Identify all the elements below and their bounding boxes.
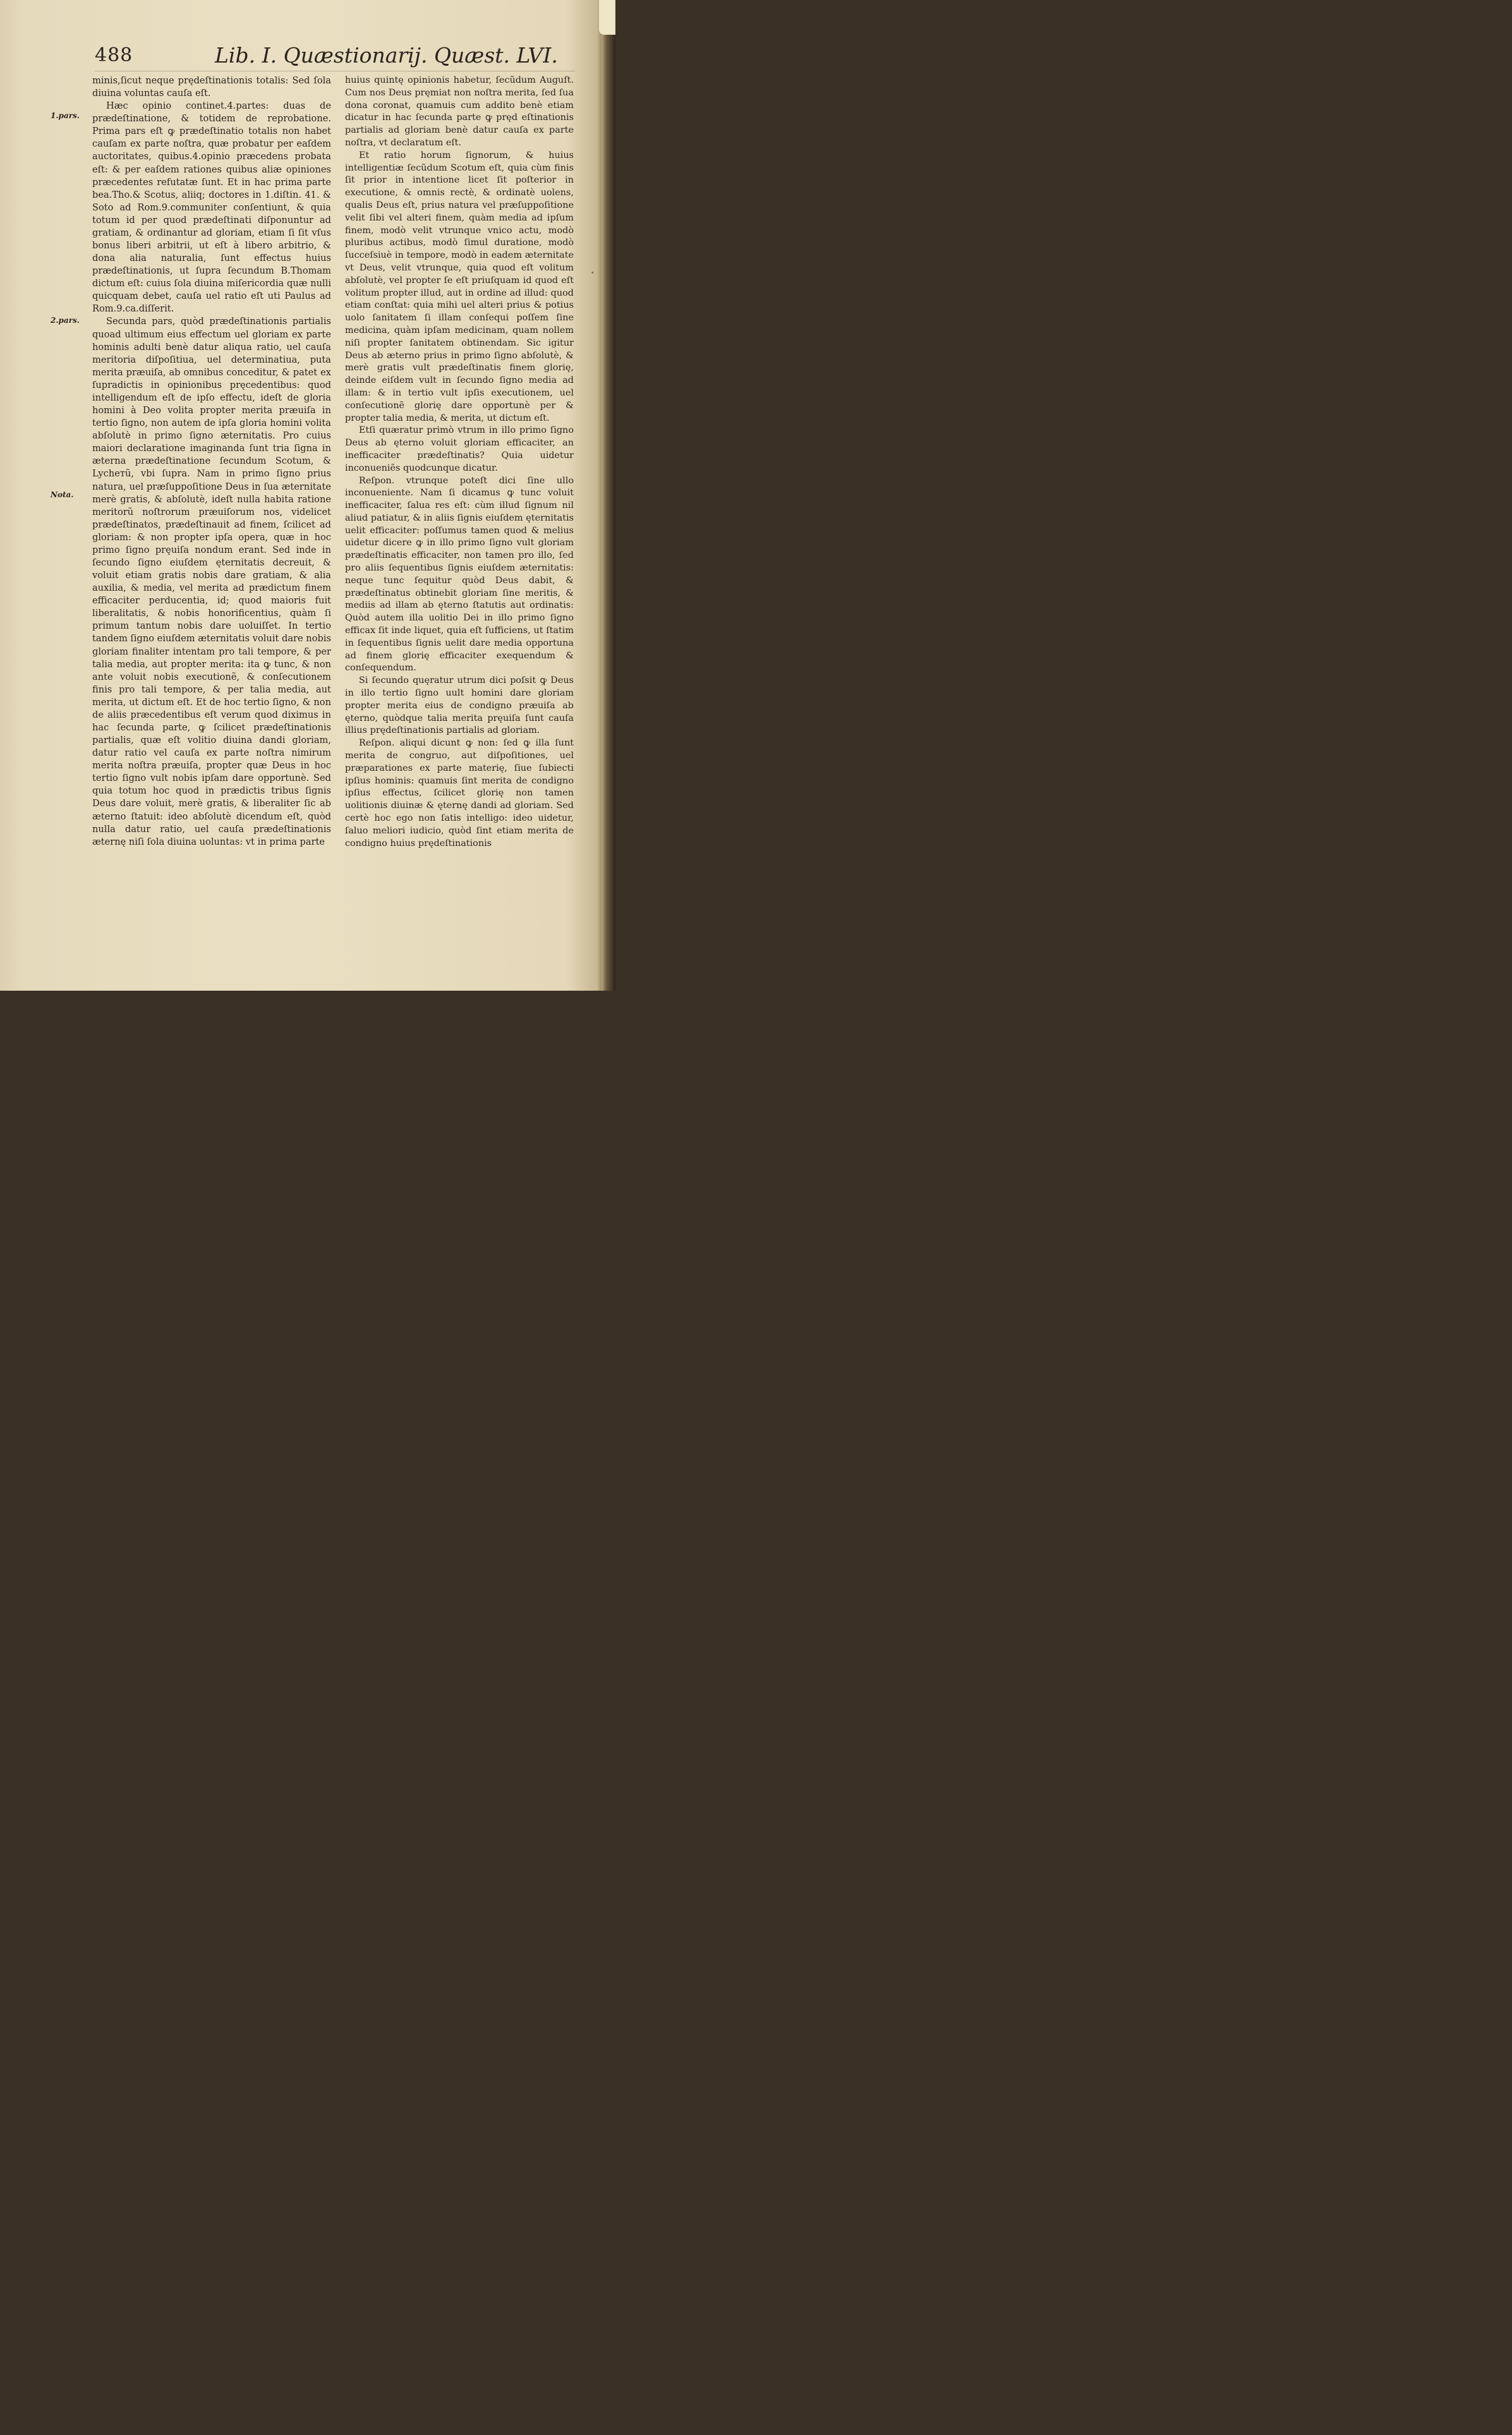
left-text-column: [92, 75, 331, 849]
paragraph: Et ratio horum ſignorum, & huius intelligentiæ ſecũdum Scotum eſt, quia cùm finis ſit prior in intentione licet ſit poſterior in executione, & omnis rectè, & ordinatè uolens, qualis Deus eſt, prius natura vel præſuppoſitione velit ſibi vel alteri finem, quàm media ad ipſum finem, modò velit vtrunque vnico actu, modò pluribus actibus, modò ſimul duratione, modò ſucceſsiuè in tempore, modò in eadem æternitate vt Deus, velit vtrunque, quia quod eſt volitum abſolutè, vel propter ſe eſt priuſquam id quod eſt volitum propter illud, aut in ordine ad illud: quod etiam conſtat: quia mihi uel alteri prius & potius uolo ſanitatem ſi illam conſequi poſſem ſine medicina, quàm ipſam medicinam, quam nollem niſi propter ſanitatem obtinendam. Sic igitur Deus ab æterno prius in primo ſigno abſolutè, & merè gratis vult prædeſtinatis finem glorię, deinde eiſdem vult in ſecundo ſigno media ad illam: & in tertio vult ipſis executionem, uel conſecutionẽ glorię dare opportunè per & propter talia media, & merita, ut dictum eſt.: [345, 150, 574, 423]
paragraph: Secunda pars, quòd prædeſtinationis partialis quoad ultimum eius effectum uel gloriam ex parte hominis adulti benè datur aliqua ratio, uel cauſa meritoria diſpoſitiua, uel determinatiua, puta merita præuiſa, ab omnibus conceditur, & patet ex ſupradictis in opinionibus pręcedentibus: quod intelligendum eſt de ipſo effectu, ideſt de gloria homini à Deo volita propter merita præuiſa in tertio ſigno, non autem de ipſa gloria homini volita abſolutè in primo ſigno æternitatis. Pro cuius maiori declaratione imaginanda ſunt tria ſigna in æterna prædeſtinatione ſecundum Scotum, & Lycheтũ, vbi ſupra. Nam in primo ſigno prius natura, uel præſuppoſitione Deus in ſua æternitate merè gratis, & abſolutè, ideſt nulla habita ratione meritorũ noſtrorum præuiſorum nos, videlicet prædeſtinatos, prædeſtinauit ad finem, ſcilicet ad gloriam: & non propter ipſa opera, quæ in hoc primo ſigno pręuiſa nondum erant. Sed inde in ſecundo ſigno eiuſdem ęternitatis decreuit, & voluit etiam gratis nobis dare gratiam, & alia auxilia, & media, vel merita ad prædictum finem efficaciter perducentia, id; quod maioris fuit liberalitatis, & nobis honorificentius, quàm ſi primum tantum nobis dare uoluiſſet. In tertio tandem ſigno eiuſdem æternitatis voluit dare nobis gloriam finaliter intentam pro tali tempore, & per talia media, aut propter merita: ita ꝙ tunc, & non ante voluit nobis executionẽ, & conſecutionem finis pro tali tempore, & per talia media, aut merita, ut dictum eſt. Et de hoc tertio ſigno, & non de aliis præcedentibus eſt verum quod diximus in hac ſecunda parte, ꝙ ſcilicet prædeſtinationis partialis, quæ eſt volitio diuina dandi gloriam, datur ratio vel cauſa ex parte noſtra nimirum merita noſtra præuiſa, propter quæ Deus in hoc tertio ſigno vult nobis ipſam dare opportunè. Sed quia totum hoc quod in prædictis tribus ſignis Deus dare voluit, merè gratis, & liberaliter ſic ab æterno ſtatuit: ideo abſolutè dicendum eſt, quòd nulla datur ratio, uel cauſa prædeſtinationis æternę niſi ſola diuina uoluntas: vt in prima parte: [92, 316, 331, 847]
paragraph: Si ſecundo quęratur utrum dici poſsit ꝙ Deus in illo tertio ſigno uult homini dare gloriam propter merita eius de condigno præuiſa ab ęterno, quòdque talia merita pręuiſa ſunt cauſa illius prędeſtinationis partialis ad gloriam.: [345, 675, 574, 736]
margin-note-prima-pars: 1.pars.: [51, 111, 80, 120]
book-page: [0, 0, 615, 991]
paragraph: minis,ſicut neque prędeſtinationis totalis: Sed ſola diuina voluntas cauſa eſt.: [92, 75, 331, 99]
page-number: 488: [95, 44, 133, 66]
paragraph: Reſpon. vtrunque poteſt dici ſine ullo inconueniente. Nam ſi dicamus ꝙ tunc voluit inefficaciter, ſalua res eſt: cùm illud ſignum nil aliud patiatur, & in aliis ſignis eiuſdem ęternitatis uelit efficaciter: poſſumus tamen quod & melius uidetur dicere ꝙ in illo primo ſigno vult gloriam prædeſtinatis efficaciter, non tamen pro illo, ſed pro aliis ſequentibus ſignis eiuſdem æternitatis: neque tunc ſequitur quòd Deus dabit, & prædeſtinatus obtinebit gloriam ſine meritis, & mediis ad illam ab ęterno ſtatutis aut ordinatis: Quòd autem illa uolitio Dei in illo primo ſigno efficax ſit inde liquet, quia eſt ſufficiens, ut ſtatim in ſequentibus ſignis uelit dare media opportuna ad finem glorię efficaciter exequendum & conſequendum.: [345, 475, 574, 674]
page-edge-shadow: [602, 0, 615, 991]
right-text-column: [345, 75, 574, 850]
page-edge-tab: [599, 0, 615, 35]
paragraph: Reſpon. aliqui dicunt ꝙ non: ſed ꝙ illa ſunt merita de congruo, aut diſpoſitiones, uel præparationes ex parte materię, ſiue ſubiecti ipſius hominis: quamuis ſint merita de condigno ipſius effectus, ſcilicet glorię non tamen uolitionis diuinæ & ęternę dandi ad gloriam. Sed certè hoc ego non ſatis intelligo: ideo uidetur, ſaluo meliori iudicio, quòd ſint etiam merita de condigno huius prędeſtinationis: [345, 738, 574, 849]
paper-blemish-icon: •: [591, 270, 595, 277]
paragraph: Etſi quæratur primò vtrum in illo primo ſigno Deus ab ęterno voluit gloriam efficaciter, an inefficaciter prædeſtinatis? Quia uidetur inconueniẽs quodcunque dicatur.: [345, 425, 574, 473]
page-header: [95, 43, 558, 71]
paragraph: Hæc opinio continet.4.partes: duas de prædeſtinatione, & totidem de reprobatione. Prima pars eſt ꝙ prædeſtinatio totalis non habet cauſam ex parte noſtra, quæ probatur per eaſdem auctoritates, quibus.4.opinio præcedens probata eſt: & per eaſdem rationes quibus aliæ opiniones præcedentes refutatæ ſunt. Et in hac prima parte bea.Tho.& Scotus, aliiq; doctores in 1.diſtin. 41. & Soto ad Rom.9.communiter conſentiunt, & quia totum id per quod prædeſtinati diſponuntur ad gratiam, & ordinantur ad gloriam, etiam ſi ſit vſus bonus liberi arbitrii, ut eſt à libero arbitrio, & dona alia naturalia, ſunt effectus huius prædeſtinationis, ut ſupra ſecundum B.Thomam dictum eſt: cuius ſola diuina miſericordia quæ nulli quicquam debet, cauſa uel ratio eſt uti Paulus ad Rom.9.ca.diſſerit.: [92, 100, 331, 315]
paragraph: huius quintę opinionis habetur, ſecũdum Auguſt. Cum nos Deus pręmiat non noſtra merita, ſed ſua dona coronat, quamuis cum addito benè etiam dicatur in hac ſecunda parte ꝙ pręd eſtinationis partialis ad gloriam benè datur cauſa ex parte noſtra, vt declaratum eſt.: [345, 75, 574, 148]
margin-note-secunda-pars: 2.pars.: [51, 316, 80, 325]
margin-note-nota: Nota.: [51, 490, 74, 499]
running-title: Lib. I. Quæstionarij. Quæst. LVI.: [215, 43, 558, 68]
